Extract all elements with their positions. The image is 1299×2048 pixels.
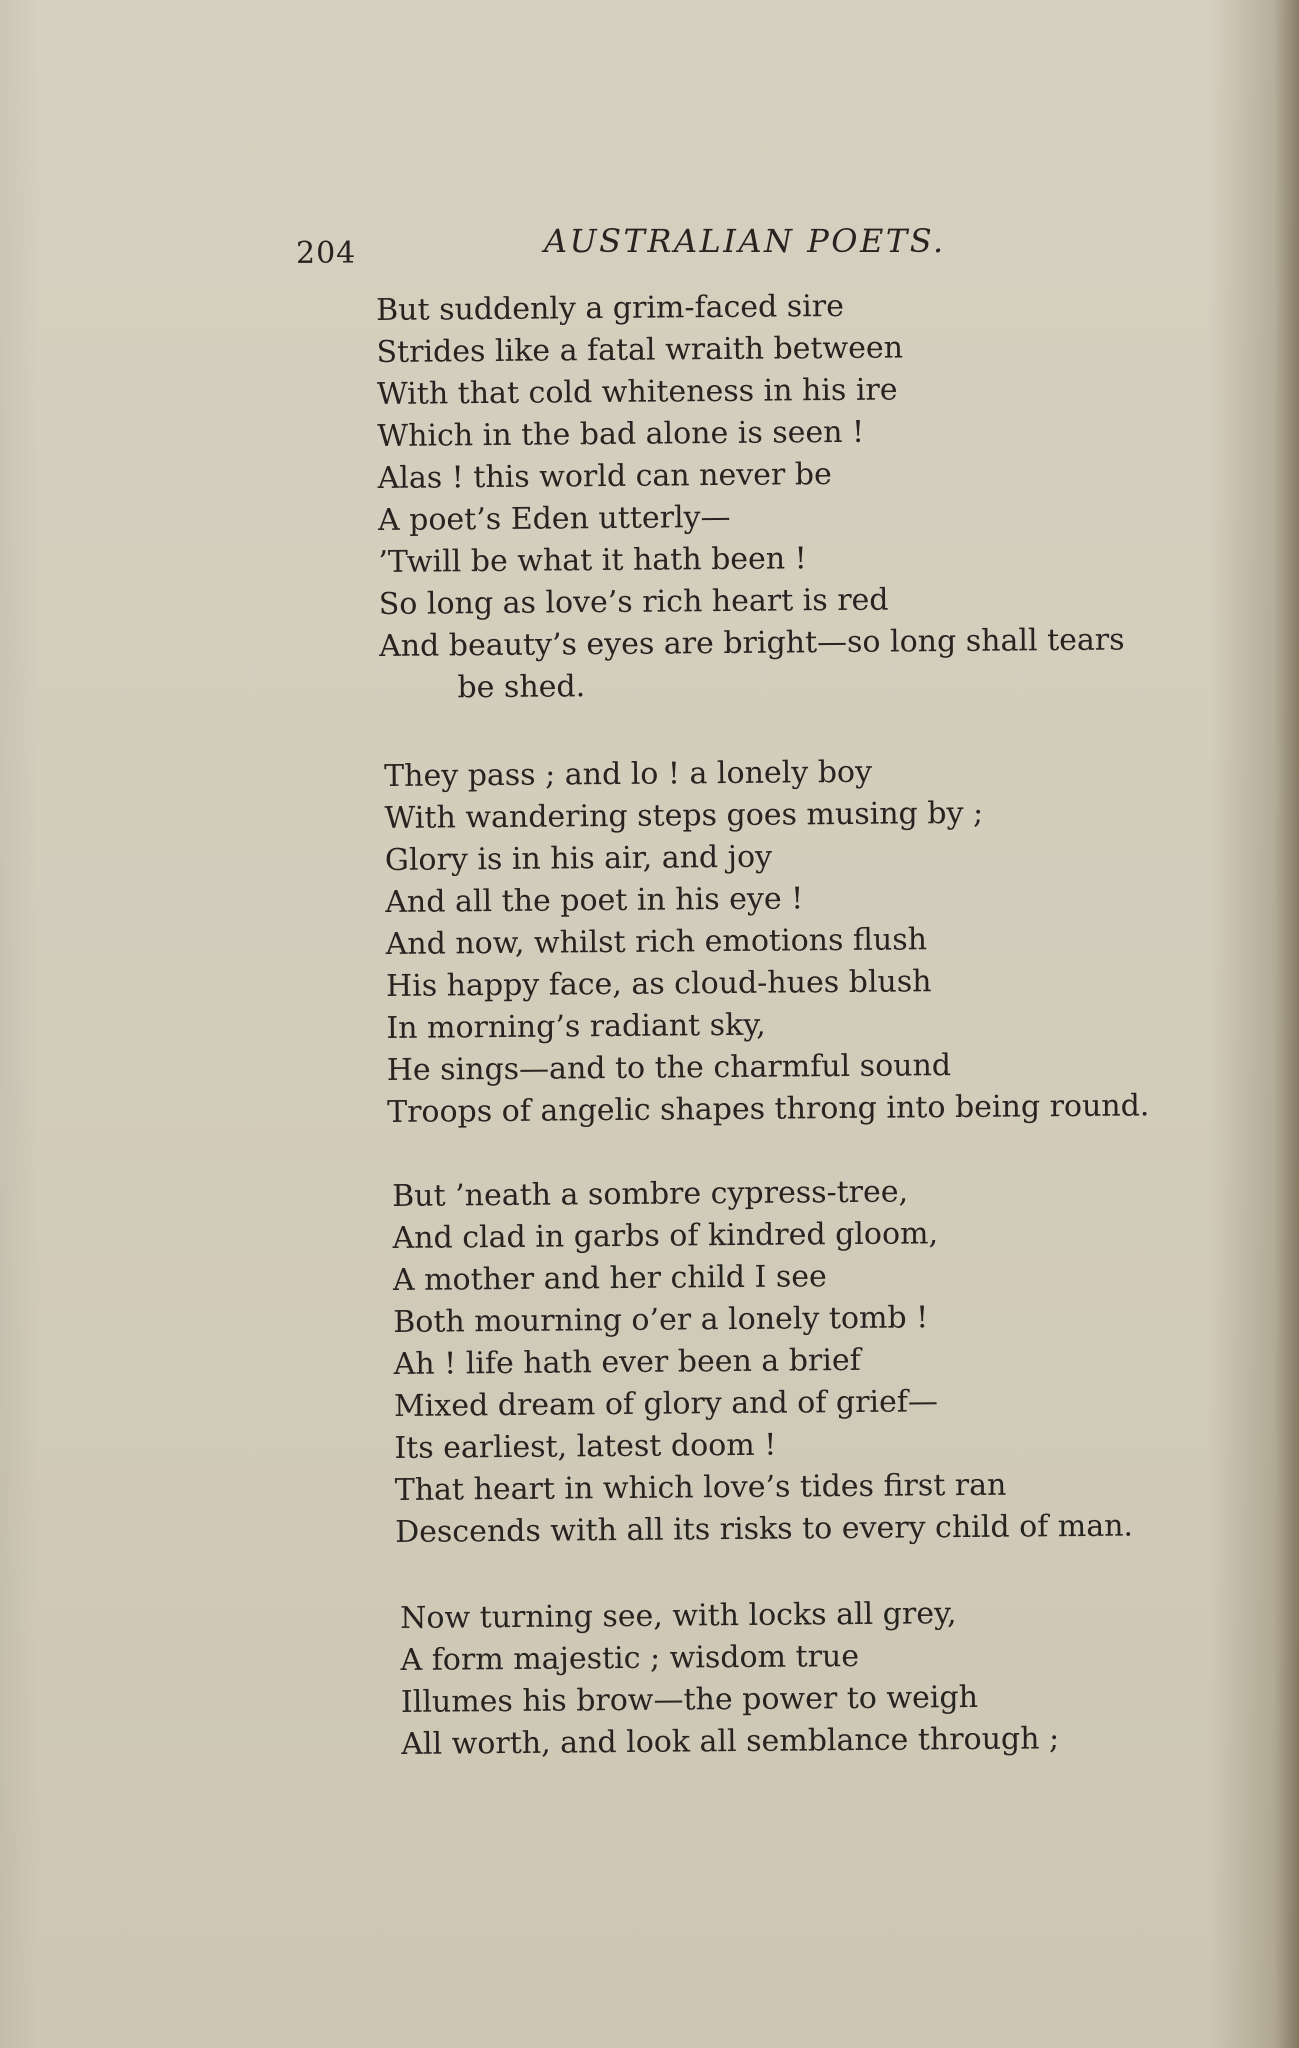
poem-line: Glory is in his air, and joy [384, 839, 773, 878]
poem-line: A mother and her child I see [392, 1259, 828, 1298]
poem-line: And all the poet in his eye ! [385, 881, 804, 920]
poem-line: Mixed dream of glory and of grief— [393, 1384, 939, 1424]
poem-line: So long as love’s rich heart is red [378, 582, 889, 622]
poem-line: Strides like a fatal wraith between [376, 330, 904, 370]
poem-line: Illumes his brow—the power to weigh [400, 1679, 979, 1720]
poem-line-turnover: be shed. [457, 669, 586, 706]
page-number: 204 [296, 236, 357, 271]
poem-line: Descends with all its risks to every child of man. [394, 1508, 1134, 1550]
poem-line: All worth, and look all semblance through ; [401, 1721, 1060, 1762]
stanza-1 [376, 283, 1125, 709]
poem-line: His happy face, as cloud-hues blush [385, 964, 932, 1004]
poem-line: Which in the bad alone is seen ! [377, 414, 865, 454]
poem-line: Now turning see, with locks all grey, [400, 1596, 957, 1636]
poem-line: With that cold whiteness in his ire [376, 372, 898, 412]
poem-line: And beauty’s eyes are bright—so long shall tears [378, 622, 1125, 664]
running-title: AUSTRALIAN POETS. [544, 222, 946, 260]
poem-line: A poet’s Eden utterly— [377, 499, 731, 538]
poem-line: Its earliest, latest doom ! [394, 1427, 777, 1466]
poem-line: Alas ! this world can never be [377, 457, 832, 496]
poem-line: In morning’s radiant sky, [386, 1007, 766, 1046]
poem-line: They pass ; and lo ! a lonely boy [384, 754, 873, 794]
poem-line: With wandering steps goes musing by ; [384, 795, 984, 836]
poem-line: Both mourning o’er a lonely tomb ! [393, 1300, 929, 1340]
stanza-2 [384, 749, 1150, 1134]
poem-line: But ’neath a sombre cypress-tree, [392, 1174, 909, 1214]
poem-line: That heart in which love’s tides first ran [394, 1467, 1007, 1508]
stanza-3 [392, 1170, 1133, 1554]
poem-line: ’Twill be what it hath been ! [378, 541, 807, 580]
poem-line: And clad in garbs of kindred gloom, [392, 1216, 939, 1256]
poem-line: A form majestic ; wisdom true [400, 1638, 860, 1678]
poem-line: And now, whilst rich emotions flush [385, 922, 928, 962]
poem-line: But suddenly a grim-faced sire [376, 288, 845, 328]
poem-line: Ah ! life hath ever been a brief [393, 1342, 861, 1382]
stanza-4 [400, 1592, 1059, 1766]
poem-line: He sings—and to the charmful sound [386, 1048, 952, 1088]
poem-line: Troops of angelic shapes throng into being round. [386, 1088, 1150, 1130]
